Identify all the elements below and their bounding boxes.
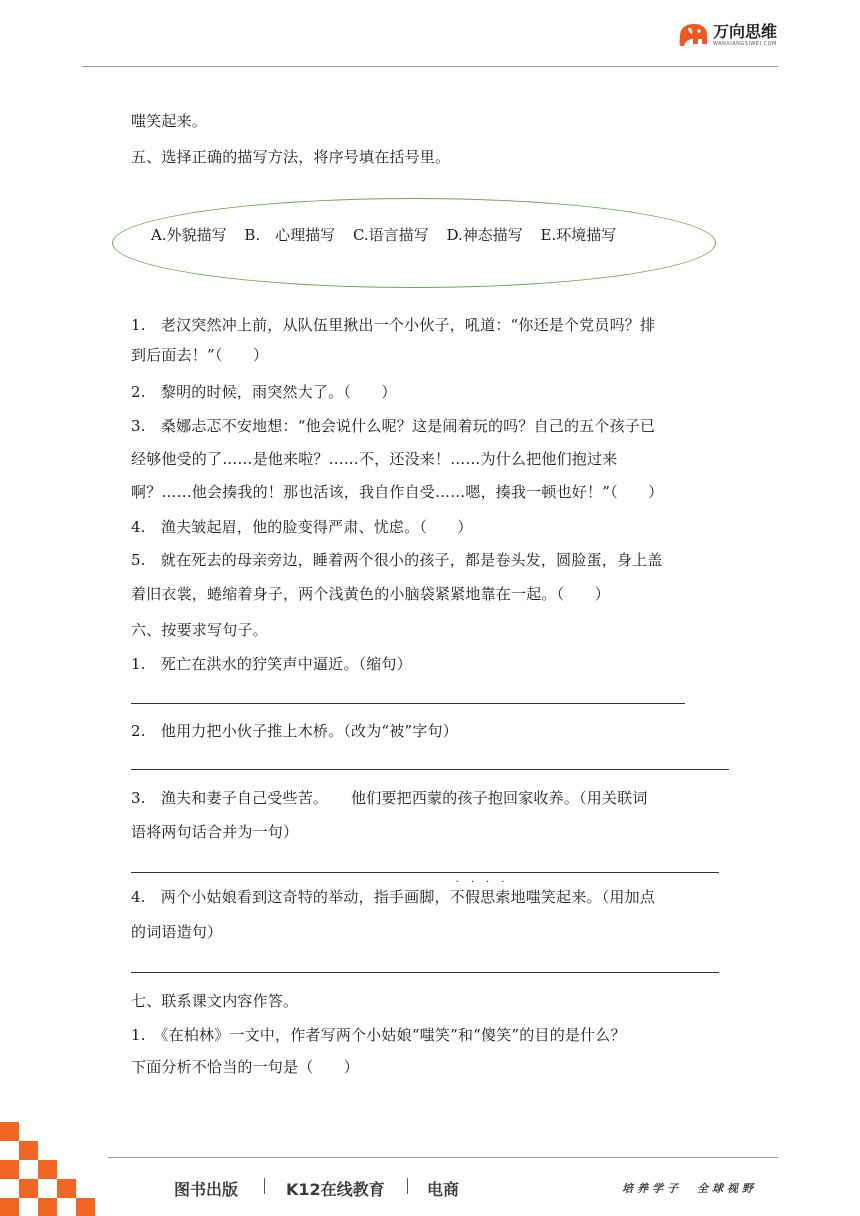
question-line: 1. 老汉突然冲上前，从队伍里揪出一个小伙子，吼道：“你还是个党员吗？排: [131, 316, 656, 334]
section-title-6: 六、按要求写句子。: [131, 621, 268, 639]
answer-line: [131, 769, 729, 770]
question-line: 2. 他用力把小伙子推上木桥。（改为“被”字句）: [131, 722, 458, 740]
options-list: [151, 225, 629, 245]
header-divider: [82, 66, 778, 67]
footer-item-k12: K12在线教育: [286, 1180, 385, 1199]
question-line: 语将两句话合并为一句）: [131, 823, 299, 841]
question-line: 下面分析不恰当的一句是（ ）: [131, 1058, 360, 1076]
footer-separator: [264, 1178, 265, 1194]
question-line: 3. 渔夫和妻子自己受些苦。 他们要把西蒙的孩子抱回家收养。（用关联词: [131, 789, 648, 807]
answer-line: [131, 972, 719, 973]
question-line: 啊？……他会揍我的！那也活该，我自作自受……嗯，揍我一顿也好！”（ ）: [131, 483, 664, 501]
question-line: 经够他受的了……是他来啦？……不，还没来！……为什么把他们抱过来: [131, 450, 618, 468]
dotted-word-text: 不假思索: [449, 888, 511, 906]
brand-logo: [676, 20, 777, 50]
question-line: 4. 渔夫皱起眉，他的脸变得严肃、忧虑。（ ）: [131, 518, 473, 536]
option-e: E.环境描写: [540, 226, 617, 244]
question-line: 3. 桑娜忐忑不安地想：“他会说什么呢？这是闹着玩的吗？自己的五个孩子已: [131, 417, 656, 435]
footer-separator: [407, 1178, 408, 1194]
footer-slogan: 培养学子 全球视野: [622, 1182, 757, 1195]
dotted-word: [449, 877, 511, 907]
option-d: D.神态描写: [446, 226, 523, 244]
elephant-logo-icon: [676, 22, 710, 48]
answer-line: [131, 703, 685, 704]
logo-name: 万向思维: [713, 22, 778, 41]
question-line: 的词语造句）: [131, 923, 223, 941]
option-a: A.外貌描写: [151, 226, 227, 244]
option-c: C.语言描写: [352, 226, 429, 244]
corner-checker-decoration: [0, 1122, 96, 1216]
question-line: [131, 877, 656, 907]
footer-item-ecommerce: 电商: [427, 1180, 460, 1199]
question-line: 2. 黎明的时候，雨突然大了。（ ）: [131, 383, 397, 401]
question-line: 1. 死亡在洪水的狞笑声中逼近。（缩句）: [131, 655, 412, 673]
question-text: 4. 两个小姑娘看到这奇特的举动，指手画脚，: [131, 888, 450, 906]
question-line: 1. 《在柏林》一文中，作者写两个小姑娘“嗤笑”和“傻笑”的目的是什么？: [131, 1026, 626, 1044]
section-title-7: 七、联系课文内容作答。: [131, 992, 299, 1010]
question-text: 地嗤笑起来。（用加点: [510, 888, 656, 906]
answer-line: [131, 872, 719, 873]
logo-subtitle: WANXIANGSIWEI.COM: [713, 41, 777, 47]
text-line: 嗤笑起来。: [131, 112, 208, 130]
footer-item-books: 图书出版: [174, 1180, 239, 1199]
section-title-5: 五、选择正确的描写方法，将序号填在括号里。: [131, 148, 451, 166]
emphasis-dots: · · · ·: [455, 877, 505, 888]
footer-divider: [108, 1157, 778, 1158]
question-line: 到后面去！”（ ）: [131, 346, 269, 364]
question-line: 着旧衣裳，蜷缩着身子，两个浅黄色的小脑袋紧紧地靠在一起。（ ）: [131, 585, 610, 603]
option-b: B. 心理描写: [244, 226, 336, 244]
question-line: 5. 就在死去的母亲旁边，睡着两个很小的孩子，都是卷头发，圆脸蛋，身上盖: [131, 551, 663, 569]
